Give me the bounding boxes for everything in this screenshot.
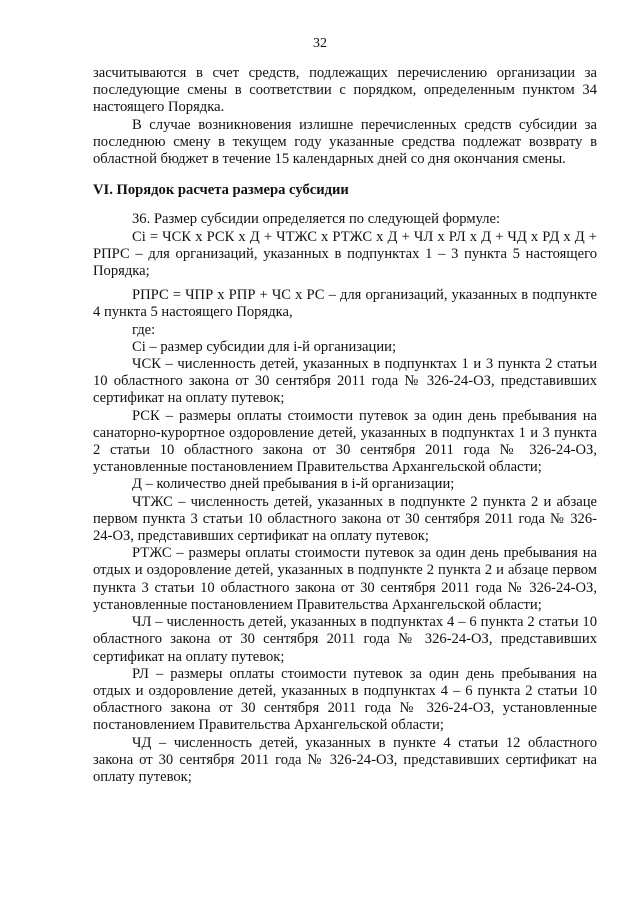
where-label: где: (132, 321, 156, 338)
definition-rsk: РСК – размеры оплаты стоимости путевок за один день пребывания на санаторно-курортное оздоровление детей, указанных в подпунктах 1 и 3 пункта 2 статьи 10 областного закона от 30 сентября 2011 года № 326-24-ОЗ, установленные постановлением Правительства Архангельской области; (93, 407, 597, 476)
section-heading: VI. Порядок расчета размера субсидии (93, 182, 349, 199)
paragraph-36-intro: 36. Размер субсидии определяется по следующей формуле: (132, 211, 501, 228)
paragraph-continuation: засчитываются в счет средств, подлежащих перечислению организации за последующие смены в соответствии с порядком, определенным пунктом 34 настоящего Порядка. (93, 65, 597, 116)
document-body (93, 65, 597, 786)
paragraph-refund: В случае возникновения излишне перечисленных средств субсидии за последнюю смену в текущем году указанные средства подлежат возврату в областной бюджет в течение 15 календарных дней со дня окончания смены. (93, 116, 597, 168)
definition-chd: ЧД – численность детей, указанных в пункте 4 статьи 12 областного закона от 30 сентября 2011 года № 326-24-ОЗ, представивших сертификат на оплату путевок; (93, 734, 597, 785)
formula-ci: Ci = ЧСК х РСК х Д + ЧТЖС х РТЖС х Д + ЧЛ х РЛ х Д + ЧД х РД х Д + РПРС – для организаций, указанных в подпунктах 1 – 3 пункта 5 настоящего Порядка; (93, 228, 597, 280)
definition-rl: РЛ – размеры оплаты стоимости путевок за один день пребывания на отдых и оздоровление детей, указанных в подпунктах 4 – 6 пункта 2 статьи 10 областного закона от 30 сентября 2011 года № 326-24-ОЗ, установленные постановлением Правительства Архангельской области; (93, 665, 597, 734)
definition-rtzhs: РТЖС – размеры оплаты стоимости путевок за один день пребывания на отдых и оздоровление детей, указанных в подпункте 2 пункта 2 и абзаце первом пункта 3 статьи 10 областного закона от 30 сентября 2011 года № 326-24-ОЗ, установленные постановлением Правительства Архангельской области; (93, 545, 597, 613)
definition-d: Д – количество дней пребывания в i-й организации; (132, 476, 455, 493)
definition-chtzhs: ЧТЖС – численность детей, указанных в подпункте 2 пункта 2 и абзаце первом пункта 3 статьи 10 областного закона от 30 сентября 2011 года № 326-24-ОЗ, представивших сертификат на оплату путевок; (93, 493, 597, 545)
definition-ci: Ci – размер субсидии для i-й организации; (132, 338, 397, 355)
definition-chl: ЧЛ – численность детей, указанных в подпунктах 4 – 6 пункта 2 статьи 10 областного закона от 30 сентября 2011 года № 326-24-ОЗ, представивших сертификат на оплату путевок; (93, 614, 597, 665)
page-number: 32 (313, 36, 327, 51)
definition-chsk: ЧСК – численность детей, указанных в подпунктах 1 и 3 пункта 2 статьи 10 областного закона от 30 сентября 2011 года № 326-24-ОЗ, представивших сертификат на оплату путевок; (93, 356, 597, 407)
formula-rprs: РПРС = ЧПР х РПР + ЧС х РС – для организаций, указанных в подпункте 4 пункта 5 настоящего Порядка, (93, 287, 597, 321)
